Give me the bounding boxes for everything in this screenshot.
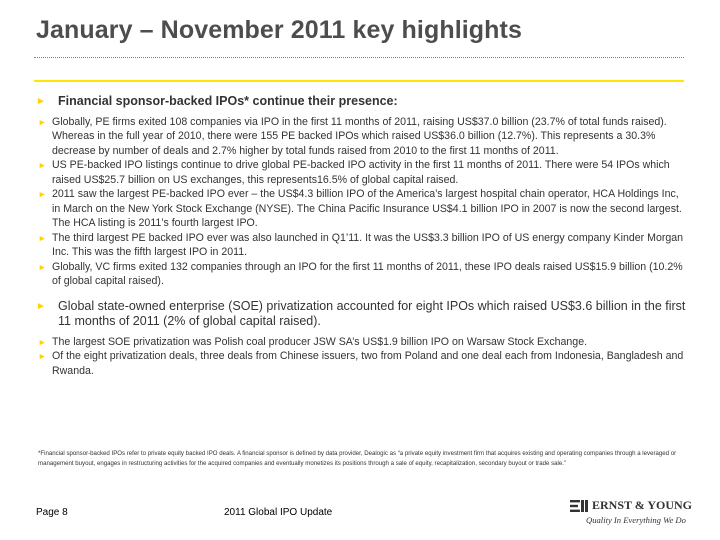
list-item-text: Globally, PE firms exited 108 companies via IPO in the first 11 months of 2011, raising US$37.0 billion (23.7% of total funds raised). Whereas in the full year of 2010, there were 155 PE backed IPOs which raised US$36.0 billion (12.7%). This represents a 30.3% decrease by number of deals and 2.7% higher by total funds raised from 2010 to the first 11 months of 2011. [52, 115, 667, 157]
list-item [38, 231, 688, 260]
list-item [38, 260, 688, 289]
list-item [38, 187, 688, 231]
footnote: *Financial sponsor-backed IPOs refer to private equity backed IPO deals. A financial sponsor is defined by data provider, Dealogic as “a private equity investment firm that acquires existing and operating companies through a leveraged or management buyout, engages in restructuring activities for the acquired companies and eventually monetizes its positions through a sale of equity, recapitalization, secondary buyout or trade sale.” [38, 450, 677, 467]
section-heading: Financial sponsor-backed IPOs* continue their presence: [58, 94, 398, 108]
ey-logo-icon [570, 499, 590, 513]
bullet-arrow-icon: ► [38, 351, 47, 361]
accent-divider [34, 80, 684, 82]
list-item-text: 2011 saw the largest PE-backed IPO ever – the US$4.3 billion IPO of the America’s largest hospital chain operator, HCA Holdings Inc, in March on the New York Stock Exchange (NYSE). The China Pacific Insurance US$4.1 billion IPO in 2007 is now the second largest. The HCA listing is 2011’s fourth largest IPO. [52, 188, 682, 229]
bullet-arrow-icon: ► [38, 160, 47, 170]
list-item-text: Globally, VC firms exited 132 companies through an IPO for the first 11 months of 2011, these IPO deals raised US$15.9 billion (10.2% of global capital raised). [52, 260, 683, 287]
page-title: January – November 2011 key highlights [36, 16, 522, 44]
ernst-young-logo [568, 497, 693, 529]
bullet-arrow-icon: ► [38, 116, 47, 127]
section-pe-backed-ipos [36, 94, 688, 110]
section-soe-privatization [36, 299, 688, 330]
logo-tagline: Quality In Everything We Do [586, 515, 686, 525]
bullet-arrow-icon: ► [36, 300, 46, 312]
section-soe-bullets [36, 335, 688, 379]
list-item-text: The third largest PE backed IPO ever was also launched in Q1’11. It was the US$3.3 billion IPO of US energy company Kinder Morgan Inc. This was the fifth largest IPO in 2011. [52, 231, 684, 258]
list-item [38, 158, 688, 187]
bullet-arrow-icon: ► [36, 96, 46, 107]
logo-name: ERNST & YOUNG [592, 498, 693, 512]
list-item-text: Of the eight privatization deals, three deals from Chinese issuers, two from Poland and one deal each from Indonesia, Bangladesh and Rwanda. [52, 350, 684, 377]
list-item-text: The largest SOE privatization was Polish coal producer JSW SA’s US$1.9 billion IPO on Warsaw Stock Exchange. [52, 335, 588, 348]
section-heading: Global state-owned enterprise (SOE) privatization accounted for eight IPOs which raised US$3.6 billion in the first 11 months of 2011 (2% of global capital raised). [58, 298, 686, 328]
section-pe-bullets [36, 115, 688, 289]
highlights-body [36, 94, 688, 384]
list-item [38, 349, 688, 378]
bullet-arrow-icon: ► [38, 189, 47, 199]
title-divider [34, 57, 684, 58]
page-number: Page 8 [36, 507, 68, 518]
bullet-arrow-icon: ► [38, 232, 47, 243]
list-item [38, 335, 688, 350]
document-title: 2011 Global IPO Update [224, 507, 333, 518]
bullet-arrow-icon: ► [38, 261, 47, 272]
list-item-text: US PE-backed IPO listings continue to drive global PE-backed IPO activity in the first 11 months of 2011. There were 54 IPOs which raised US$25.7 billion on US exchanges, this represents16.5% of global capital raised. [52, 159, 670, 186]
list-item [38, 115, 688, 159]
bullet-arrow-icon: ► [38, 336, 47, 347]
